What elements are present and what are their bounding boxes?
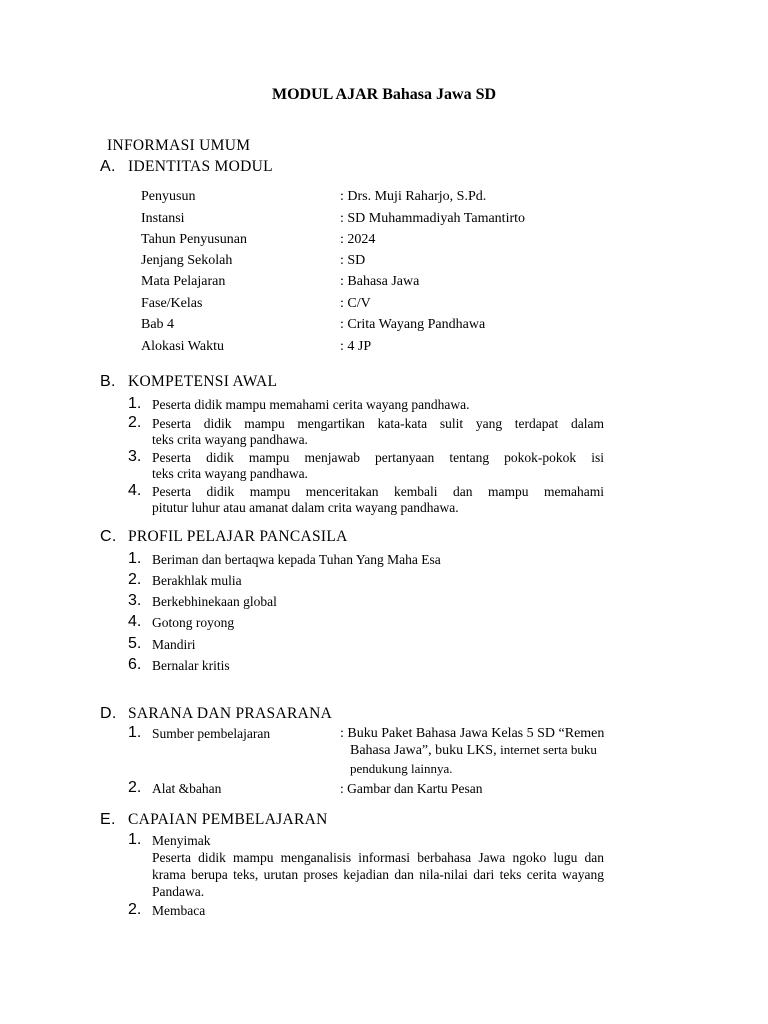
list-number: 1.: [128, 395, 142, 412]
list-item-continuation: teks crita wayang pandhawa.: [152, 432, 308, 447]
identity-label: Fase/Kelas: [141, 296, 203, 311]
sarana-label: Alat &bahan: [152, 781, 222, 796]
list-number: 4.: [128, 482, 142, 499]
list-number: 1.: [128, 831, 142, 848]
section-informasi-umum: INFORMASI UMUM: [107, 137, 251, 154]
sarana-label: Sumber pembelajaran: [152, 726, 271, 741]
sarana-value-part: internet serta buku: [500, 742, 597, 757]
section-c-heading: [100, 528, 348, 546]
list-number: 1.: [128, 550, 142, 567]
section-letter: E.: [100, 811, 116, 828]
identity-label: Mata Pelajaran: [141, 274, 226, 289]
list-number: 6.: [128, 656, 142, 673]
identity-value: : Drs. Muji Raharjo, S.Pd.: [340, 189, 487, 204]
section-d-heading: [100, 705, 332, 723]
list-number: 2.: [128, 571, 142, 588]
section-letter: B.: [100, 373, 116, 390]
list-number: 4.: [128, 613, 142, 630]
section-letter: C.: [100, 528, 117, 545]
list-number: 1.: [128, 724, 142, 741]
identity-value: : SD Muhammadiyah Tamantirto: [340, 211, 526, 226]
list-item: Mandiri: [152, 637, 196, 652]
identity-value: : SD: [340, 253, 366, 268]
identity-value: : 4 JP: [340, 339, 372, 354]
list-item-body: krama berupa teks, urutan proses kejadian dan nila-nilai dari teks cerita wayang: [152, 867, 604, 882]
section-title: IDENTITAS MODUL: [128, 158, 273, 175]
list-item: Peserta didik mampu mengartikan kata-kata sulit yang terdapat dalam: [152, 416, 604, 431]
list-number: 5.: [128, 635, 142, 652]
identity-value: : Crita Wayang Pandhawa: [340, 317, 486, 332]
list-item: Bernalar kritis: [152, 658, 230, 673]
section-b-heading: [100, 373, 277, 391]
list-item: Berakhlak mulia: [152, 573, 242, 588]
section-e-heading: [100, 811, 328, 829]
list-item: Gotong royong: [152, 615, 235, 630]
list-item: Menyimak: [152, 833, 211, 848]
identity-value: : 2024: [340, 232, 376, 247]
identity-label: Penyusun: [141, 189, 196, 204]
section-letter: D.: [100, 705, 117, 722]
identity-label: Bab 4: [141, 317, 175, 332]
list-item-body: Pandawa.: [152, 884, 205, 899]
list-item: Membaca: [152, 903, 206, 918]
sarana-value: : Buku Paket Bahasa Jawa Kelas 5 SD “Remen: [340, 726, 605, 741]
section-title: CAPAIAN PEMBELAJARAN: [128, 811, 328, 828]
list-item-continuation: teks crita wayang pandhawa.: [152, 466, 308, 481]
identity-label: Tahun Penyusunan: [141, 232, 247, 247]
section-a-heading: [100, 158, 273, 176]
section-title: KOMPETENSI AWAL: [128, 373, 278, 390]
identity-label: Alokasi Waktu: [141, 339, 224, 354]
section-title: PROFIL PELAJAR PANCASILA: [128, 528, 348, 545]
section-title: SARANA DAN PRASARANA: [128, 705, 333, 722]
sarana-value-part: Bahasa Jawa”, buku LKS,: [350, 743, 501, 758]
list-item: Peserta didik mampu menceritakan kembali dan mampu memahami: [152, 484, 604, 499]
list-item: Peserta didik mampu memahami cerita wayang pandhawa.: [152, 397, 470, 412]
list-number: 3.: [128, 448, 142, 465]
document-title: MODUL AJAR Bahasa Jawa SD: [271, 86, 497, 103]
identity-value: : C/V: [340, 296, 371, 311]
list-number: 3.: [128, 592, 142, 609]
sarana-value-continuation: [350, 742, 597, 759]
list-item-continuation: pitutur luhur atau amanat dalam crita wayang pandhawa.: [152, 500, 459, 515]
list-item: Beriman dan bertaqwa kepada Tuhan Yang Maha Esa: [152, 552, 441, 567]
list-number: 2.: [128, 414, 142, 431]
identity-value: : Bahasa Jawa: [340, 274, 420, 289]
list-number: 2.: [128, 901, 142, 918]
identity-label: Jenjang Sekolah: [141, 253, 233, 268]
list-item: Peserta didik mampu menjawab pertanyaan tentang pokok-pokok isi: [152, 450, 604, 465]
sarana-value-continuation: pendukung lainnya.: [350, 761, 453, 776]
list-item-body: Peserta didik mampu menganalisis informasi berbahasa Jawa ngoko lugu dan: [152, 850, 604, 865]
sarana-value: : Gambar dan Kartu Pesan: [340, 781, 483, 796]
list-number: 2.: [128, 779, 142, 796]
list-item: Berkebhinekaan global: [152, 594, 277, 609]
identity-label: Instansi: [141, 211, 185, 226]
section-letter: A.: [100, 158, 116, 175]
